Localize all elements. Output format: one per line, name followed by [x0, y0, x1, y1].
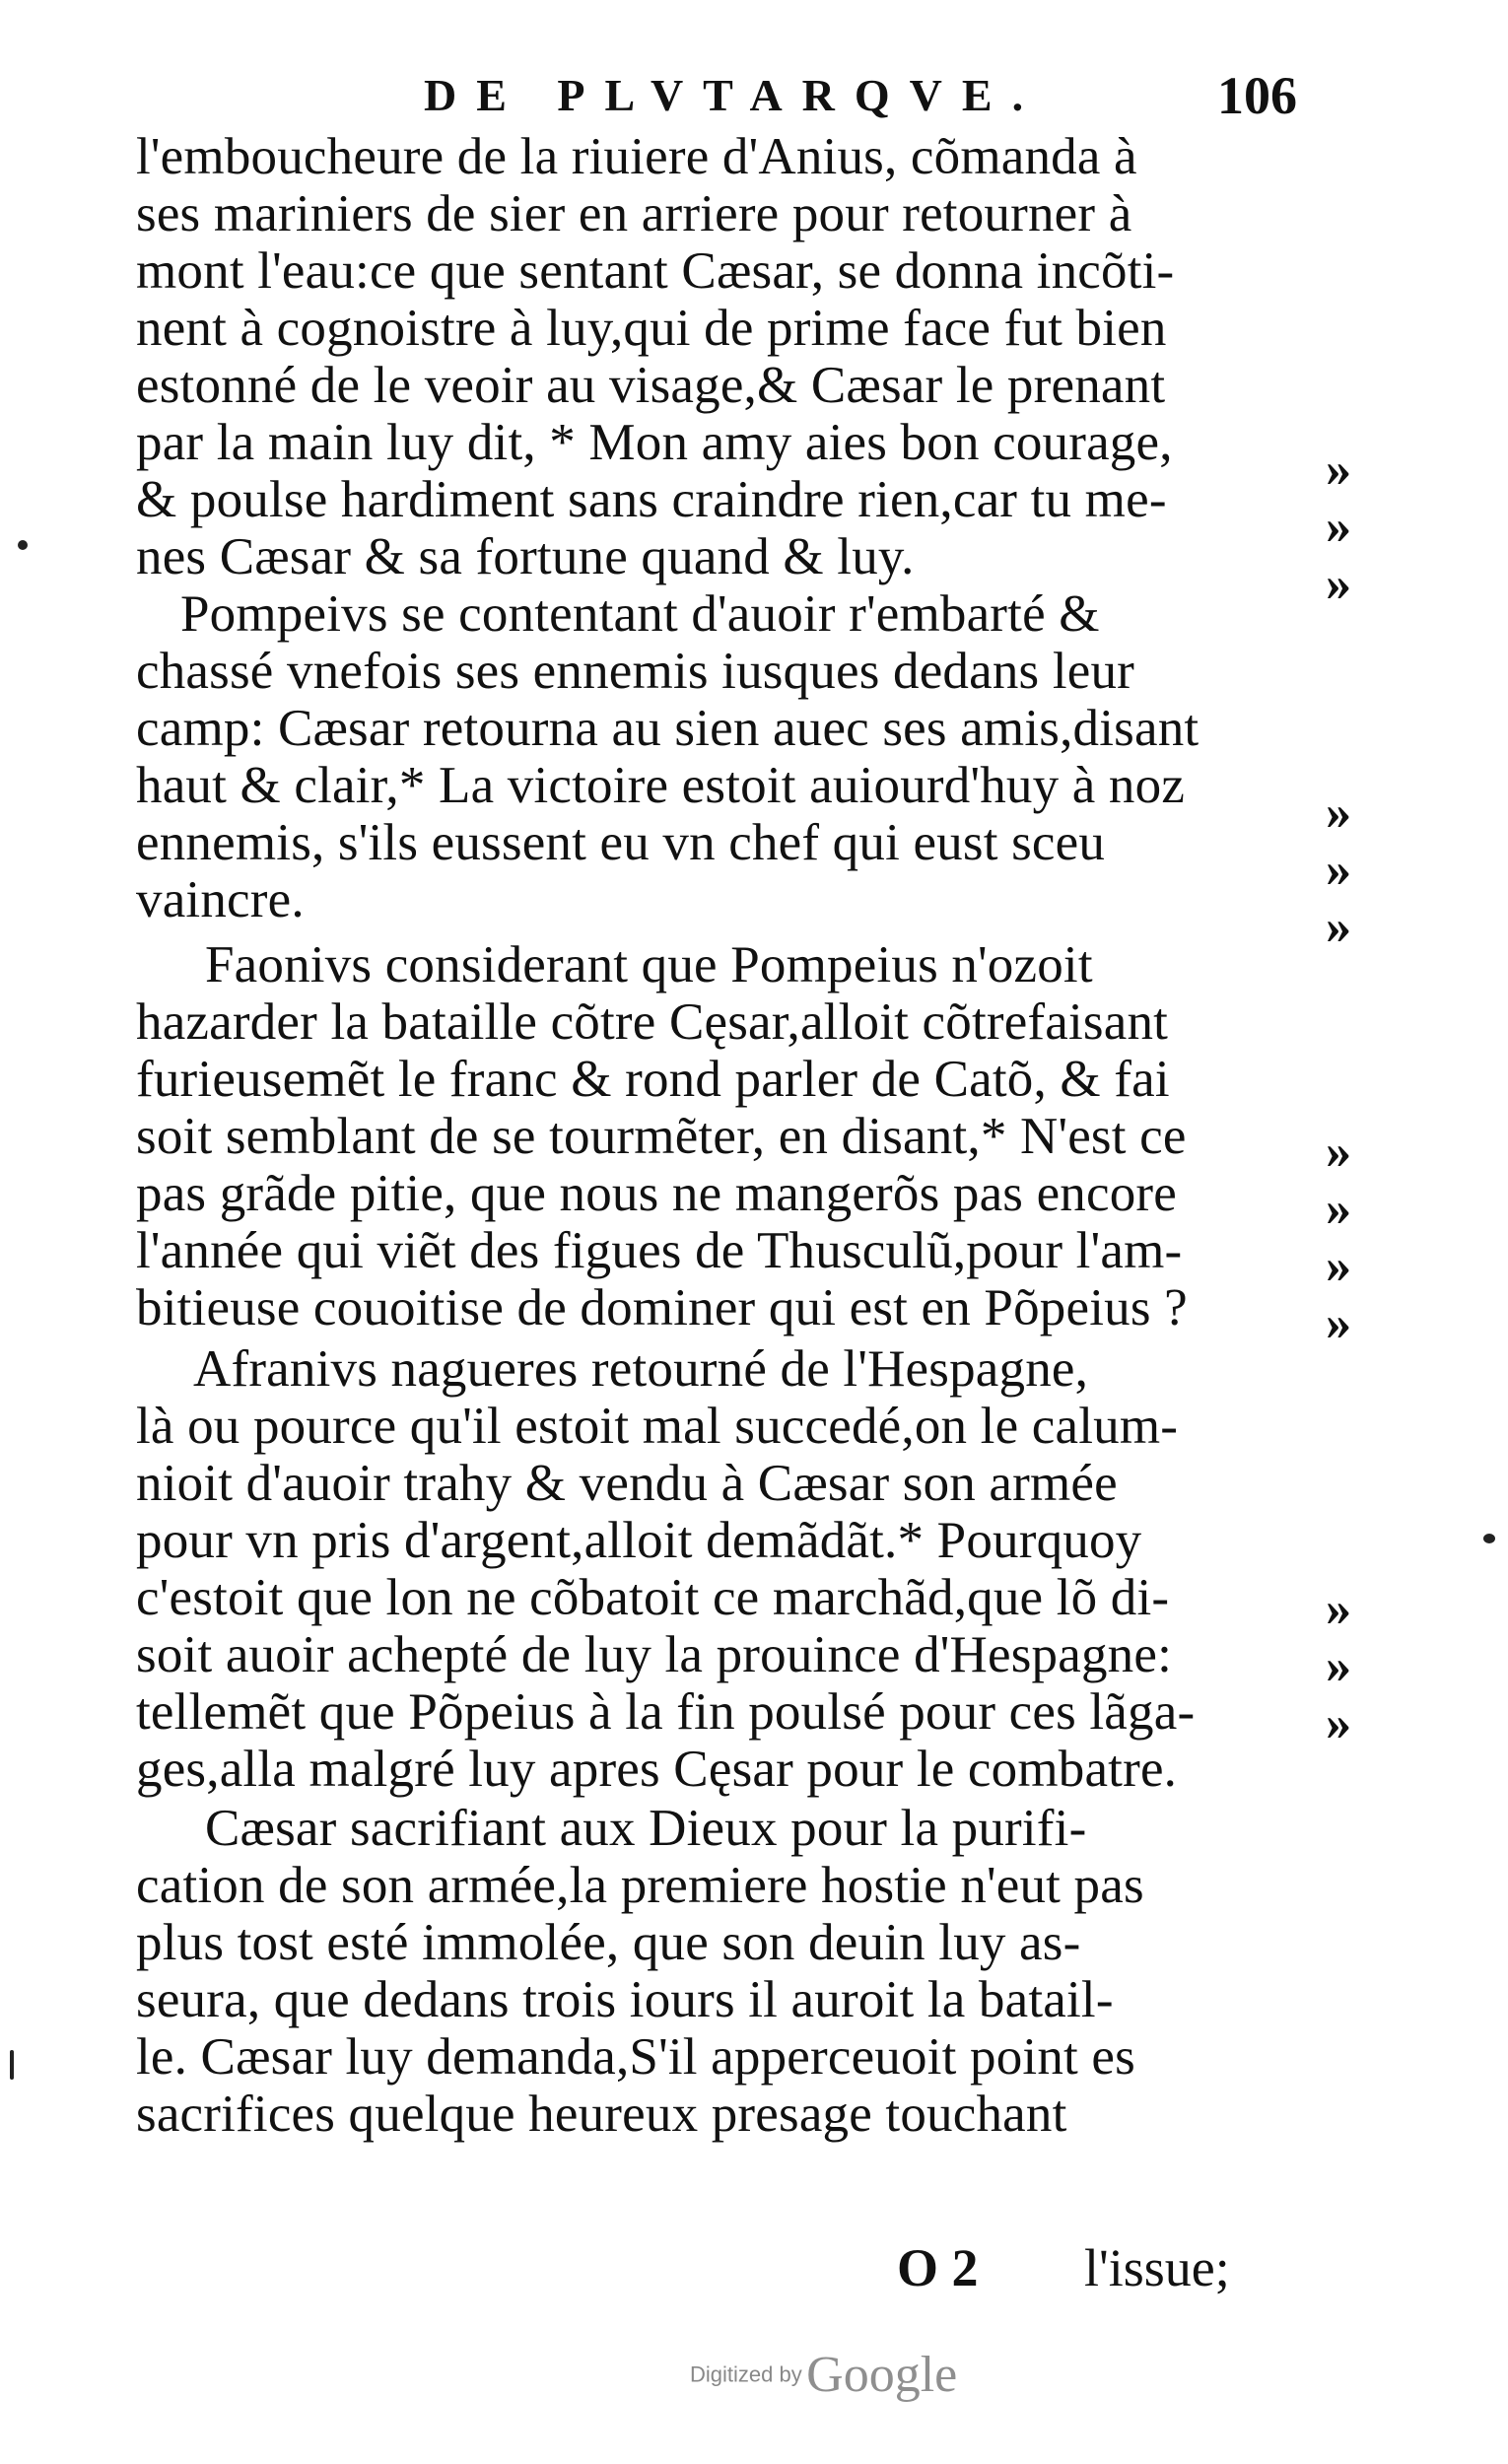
text-line: pas grãde pitie, que nous ne mangerõs pas encore [136, 1165, 1177, 1222]
text-line: pour vn pris d'argent,alloit demãdãt.* Pourquoy [136, 1512, 1142, 1569]
margin-quote-mark: » [1326, 785, 1351, 841]
margin-quote-mark: » [1326, 1581, 1351, 1637]
page-number: 106 [1217, 66, 1297, 125]
margin-quote-mark: » [1326, 1695, 1351, 1751]
margin-quote-mark: » [1326, 556, 1351, 612]
margin-quote-mark: » [1326, 1238, 1351, 1294]
text-line: bitieuse couoitise de dominer qui est en Põpeius ? [136, 1279, 1188, 1336]
text-line: nioit d'auoir trahy & vendu à Cæsar son armée [136, 1455, 1118, 1512]
text-line: seura, que dedans trois iours il auroit la batail- [136, 1971, 1114, 2028]
text-line: ses mariniers de sier en arriere pour retourner à [136, 185, 1132, 242]
ink-speck [18, 540, 28, 550]
text-line: hazarder la bataille cõtre Cęsar,alloit cõtrefaisant [136, 993, 1169, 1051]
paragraph-start: Cæsar sacrifiant aux Dieux pour la purifi- [205, 1800, 1087, 1857]
ink-speck [1483, 1534, 1495, 1543]
text-line: & poulse hardiment sans craindre rien,car tu me- [136, 471, 1167, 528]
margin-quote-mark: » [1326, 842, 1351, 898]
text-line: ennemis, s'ils eussent eu vn chef qui eust sceu [136, 814, 1106, 871]
running-title: DE PLVTARQVE. [424, 70, 1044, 120]
text-line: soit auoir achepté de luy la prouince d'Hespagne: [136, 1626, 1173, 1683]
margin-quote-mark: » [1326, 899, 1351, 955]
ink-speck [10, 2050, 14, 2080]
text-line: nent à cognoistre à luy,qui de prime face fut bien [136, 300, 1167, 357]
signature-mark: O 2 [897, 2238, 979, 2297]
margin-quote-mark: » [1326, 1638, 1351, 1694]
text-line: tellemẽt que Põpeius à la fin poulsé pour ces lãga- [136, 1683, 1196, 1741]
text-line: furieusemẽt le franc & rond parler de Catõ, & fai [136, 1051, 1170, 1108]
text-line: le. Cæsar luy demanda,S'il apperceuoit point es [136, 2028, 1135, 2086]
text-line: vaincre. [136, 871, 305, 928]
text-line: haut & clair,* La victoire estoit auiourd'huy à noz [136, 757, 1186, 814]
margin-quote-mark: » [1326, 499, 1351, 555]
text-line: sacrifices quelque heureux presage touchant [136, 2086, 1067, 2143]
text-line: l'année qui viẽt des figues de Thusculũ,pour l'am- [136, 1222, 1183, 1279]
margin-quote-mark: » [1326, 442, 1351, 498]
text-line: camp: Cæsar retourna au sien auec ses amis,disant [136, 700, 1200, 757]
google-logo: Google [806, 2347, 958, 2403]
text-line: soit semblant de se tourmẽter, en disant,* N'est ce [136, 1108, 1187, 1165]
margin-quote-mark: » [1326, 1124, 1351, 1180]
text-line: nes Cæsar & sa fortune quand & luy. [136, 528, 915, 585]
text-line: là ou pource qu'il estoit mal succedé,on le calum- [136, 1398, 1179, 1455]
margin-quote-mark: » [1326, 1181, 1351, 1237]
paragraph-start: Pompeivs se contentant d'auoir r'embarté & [180, 585, 1100, 643]
text-line: c'estoit que lon ne cõbatoit ce marchãd,que lõ di- [136, 1569, 1170, 1626]
digitized-prefix: Digitized by [690, 2361, 802, 2387]
text-line: estonné de le veoir au visage,& Cæsar le prenant [136, 357, 1166, 414]
paragraph-start: Afranivs nagueres retourné de l'Hespagne, [193, 1340, 1089, 1398]
text-line: l'emboucheure de la riuiere d'Anius, cõmanda à [136, 128, 1137, 185]
digitized-watermark [690, 2346, 957, 2404]
text-line: plus tost esté immolée, que son deuin luy as- [136, 1914, 1081, 1971]
catchword: l'issue; [1084, 2238, 1230, 2297]
margin-quote-mark: » [1326, 1295, 1351, 1351]
text-line: par la main luy dit, * Mon amy aies bon courage, [136, 414, 1173, 471]
text-line: ges,alla malgré luy apres Cęsar pour le combatre. [136, 1741, 1178, 1798]
text-line: cation de son armée,la premiere hostie n'eut pas [136, 1857, 1144, 1914]
text-line: mont l'eau:ce que sentant Cæsar, se donna incõti- [136, 242, 1175, 300]
text-line: chassé vnefois ses ennemis iusques dedans leur [136, 643, 1135, 700]
paragraph-start: Faonivs considerant que Pompeius n'ozoit [205, 936, 1093, 993]
